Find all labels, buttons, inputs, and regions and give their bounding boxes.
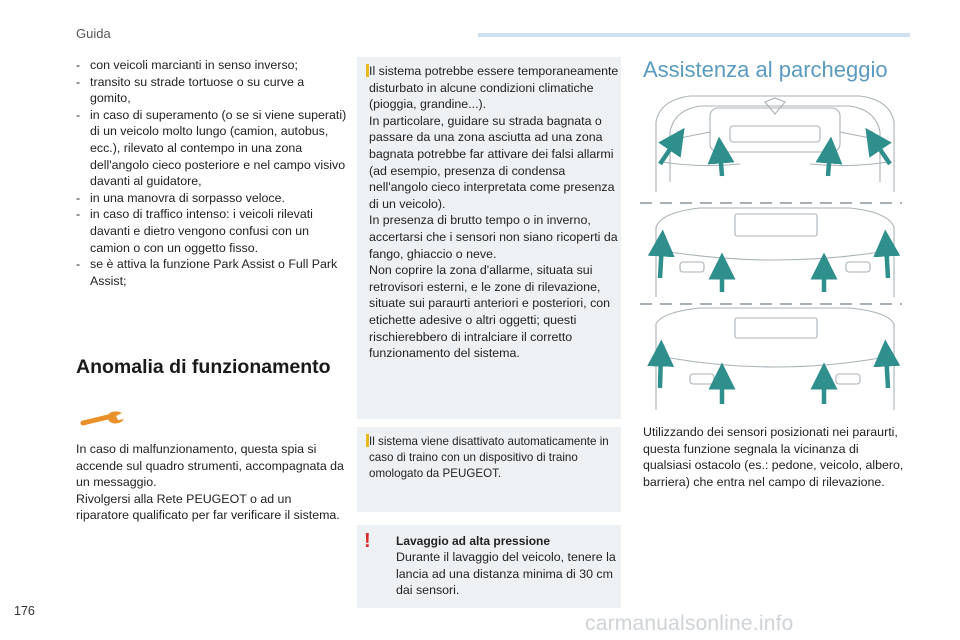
list-item xyxy=(76,256,348,289)
list-item xyxy=(76,107,348,190)
list-item xyxy=(76,57,348,74)
list-item xyxy=(76,190,348,207)
list-dash: - xyxy=(76,58,81,72)
wrench-icon xyxy=(80,408,128,435)
page-number: 176 xyxy=(14,604,35,618)
list-dash: - xyxy=(76,107,81,122)
list-item xyxy=(76,74,348,107)
list-item-text: in caso di traffico intenso: i veicoli rilevati davanti e dietro vengono confusi con un camion o con un oggetto fisso. xyxy=(90,207,313,255)
header-divider xyxy=(478,33,910,37)
watermark: carmanualsonline.info xyxy=(585,612,794,635)
list-item-text: se è attiva la funzione Park Assist o Full Park Assist; xyxy=(90,257,338,288)
car-front-view xyxy=(656,96,894,192)
list-item-text: in una manovra di sorpasso veloce. xyxy=(90,190,285,205)
parking-description: Utilizzando dei sensori posizionati nei paraurti, questa funzione segnala la vicinanza di qualsiasi ostacolo (es.: pedone, veicolo, albero, barriera) che entra nel campo di rilevazione. xyxy=(643,425,904,489)
warning-icon: ! xyxy=(364,530,371,552)
warning-box-title: Lavaggio ad alta pressione xyxy=(396,534,551,548)
list-item xyxy=(76,206,348,256)
section-header: Guida xyxy=(76,26,111,41)
list-dash: - xyxy=(76,257,81,272)
condition-list xyxy=(76,57,348,289)
anomaly-title: Anomalia di funzionamento xyxy=(76,356,331,378)
info-box-towing xyxy=(357,427,621,512)
list-item-text: con veicoli marcianti in senso inverso; xyxy=(90,58,298,72)
list-dash: - xyxy=(76,207,81,222)
info-box-weather-text: Il sistema potrebbe essere temporaneamente disturbato in alcune condizioni climatiche (pioggia, grandine...). In particolare, guidare su strada bagnata o passare da una zona asciutta ad una zona bagnata potrebbe far attivare dei falsi allarmi (ad esempio, presenza di condensa nell'angolo cieco interpretata come presenza di un veicolo). In presenza di brutto tempo o in inverno, accertarsi che i sensori non siano ricoperti da fango, ghiaccio o neve. Non coprire la zona d'allarme, situata sui retrovisori esterni, e le zone di rilevazione, situate sui paraurti anteriori e posteriori, con etichette adesive o altri oggetti; questi rischierebbero di intralciare il corretto funzionamento del sistema. xyxy=(369,64,619,361)
warning-box-washing xyxy=(357,525,621,608)
car-rear-view-lower xyxy=(656,308,894,410)
list-item-text: in caso di superamento (o se si viene superati) di un veicolo molto lungo (camion, autobus, ecc.), rilevato al contempo in una zona dell'angolo cieco posteriore e nel campo visivo davanti al guidatore, xyxy=(90,107,347,189)
list-dash: - xyxy=(76,74,81,89)
info-box-towing-text: Il sistema viene disattivato automaticamente in caso di traino con un dispositivo di traino omologato da PEUGEOT. xyxy=(369,435,609,480)
info-box-weather xyxy=(357,57,621,419)
anomaly-text: In caso di malfunzionamento, questa spia si accende sul quadro strumenti, accompagnata da un messaggio. Rivolgersi alla Rete PEUGEOT o ad un riparatore qualificato per far verificare il sistema. xyxy=(76,442,344,523)
parking-sensor-diagram xyxy=(640,92,910,414)
car-rear-view xyxy=(656,208,894,297)
list-dash: - xyxy=(76,190,81,205)
parking-title: Assistenza al parcheggio xyxy=(643,57,888,82)
list-item-text: transito su strade tortuose o su curve a gomito, xyxy=(90,74,305,106)
warning-box-text: Durante il lavaggio del veicolo, tenere la lancia ad una distanza minima di 30 cm dai sensori. xyxy=(396,550,616,598)
